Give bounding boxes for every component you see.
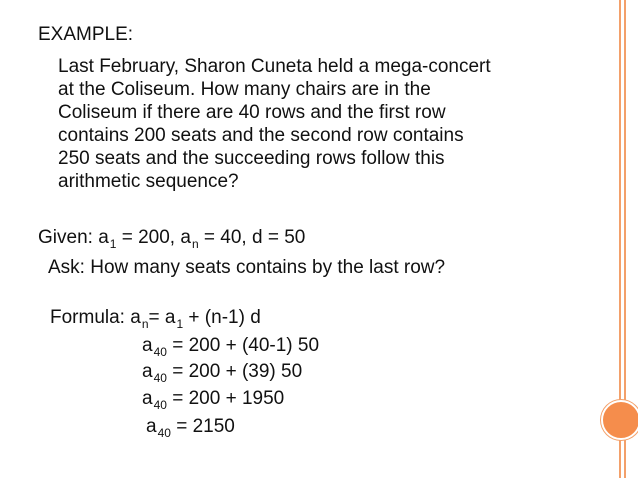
step-1-base: a (142, 335, 153, 356)
step-4-sub: 40 (157, 426, 171, 440)
step-3-sub: 40 (153, 398, 167, 412)
given-part-2: = 200, a (116, 227, 191, 248)
step-3-rest: = 200 + 1950 (166, 388, 285, 409)
example-heading: EXAMPLE: (38, 24, 134, 45)
step-3-base: a (142, 388, 153, 409)
step-1-sub: 40 (153, 345, 167, 359)
step-1 (142, 335, 319, 358)
formula-sub-n: n (141, 317, 149, 331)
given-sub-n: n (191, 237, 199, 251)
step-1-rest: = 200 + (40-1) 50 (166, 335, 320, 356)
step-2 (142, 361, 302, 384)
problem-line-3: Coliseum if there are 40 rows and the first row (58, 102, 446, 123)
problem-line-2: at the Coliseum. How many chairs are in the (58, 79, 431, 100)
given-part-3: = 40, d = 50 (198, 227, 306, 248)
step-4-rest: = 2150 (170, 416, 235, 437)
problem-line-4: contains 200 seats and the second row contains (58, 125, 464, 146)
given-line (38, 227, 305, 250)
step-4-base: a (146, 416, 157, 437)
step-2-sub: 40 (153, 371, 167, 385)
orange-circle-accent (601, 400, 638, 440)
formula-line (50, 307, 261, 330)
problem-line-1: Last February, Sharon Cuneta held a mega-concert (58, 56, 491, 77)
ask-line: Ask: How many seats contains by the last row? (48, 257, 446, 278)
given-sub-1: 1 (109, 237, 117, 251)
step-2-rest: = 200 + (39) 50 (166, 361, 303, 382)
given-prefix: Given: a (38, 227, 109, 248)
formula-prefix: Formula: a (50, 307, 141, 328)
problem-line-5: 250 seats and the succeeding rows follow this (58, 148, 445, 169)
step-4 (146, 416, 235, 439)
step-2-base: a (142, 361, 153, 382)
formula-sub-1: 1 (176, 317, 184, 331)
problem-line-6: arithmetic sequence? (58, 171, 239, 192)
step-3 (142, 388, 284, 411)
formula-part-2: = a (148, 307, 176, 328)
formula-part-3: + (n-1) d (183, 307, 261, 328)
